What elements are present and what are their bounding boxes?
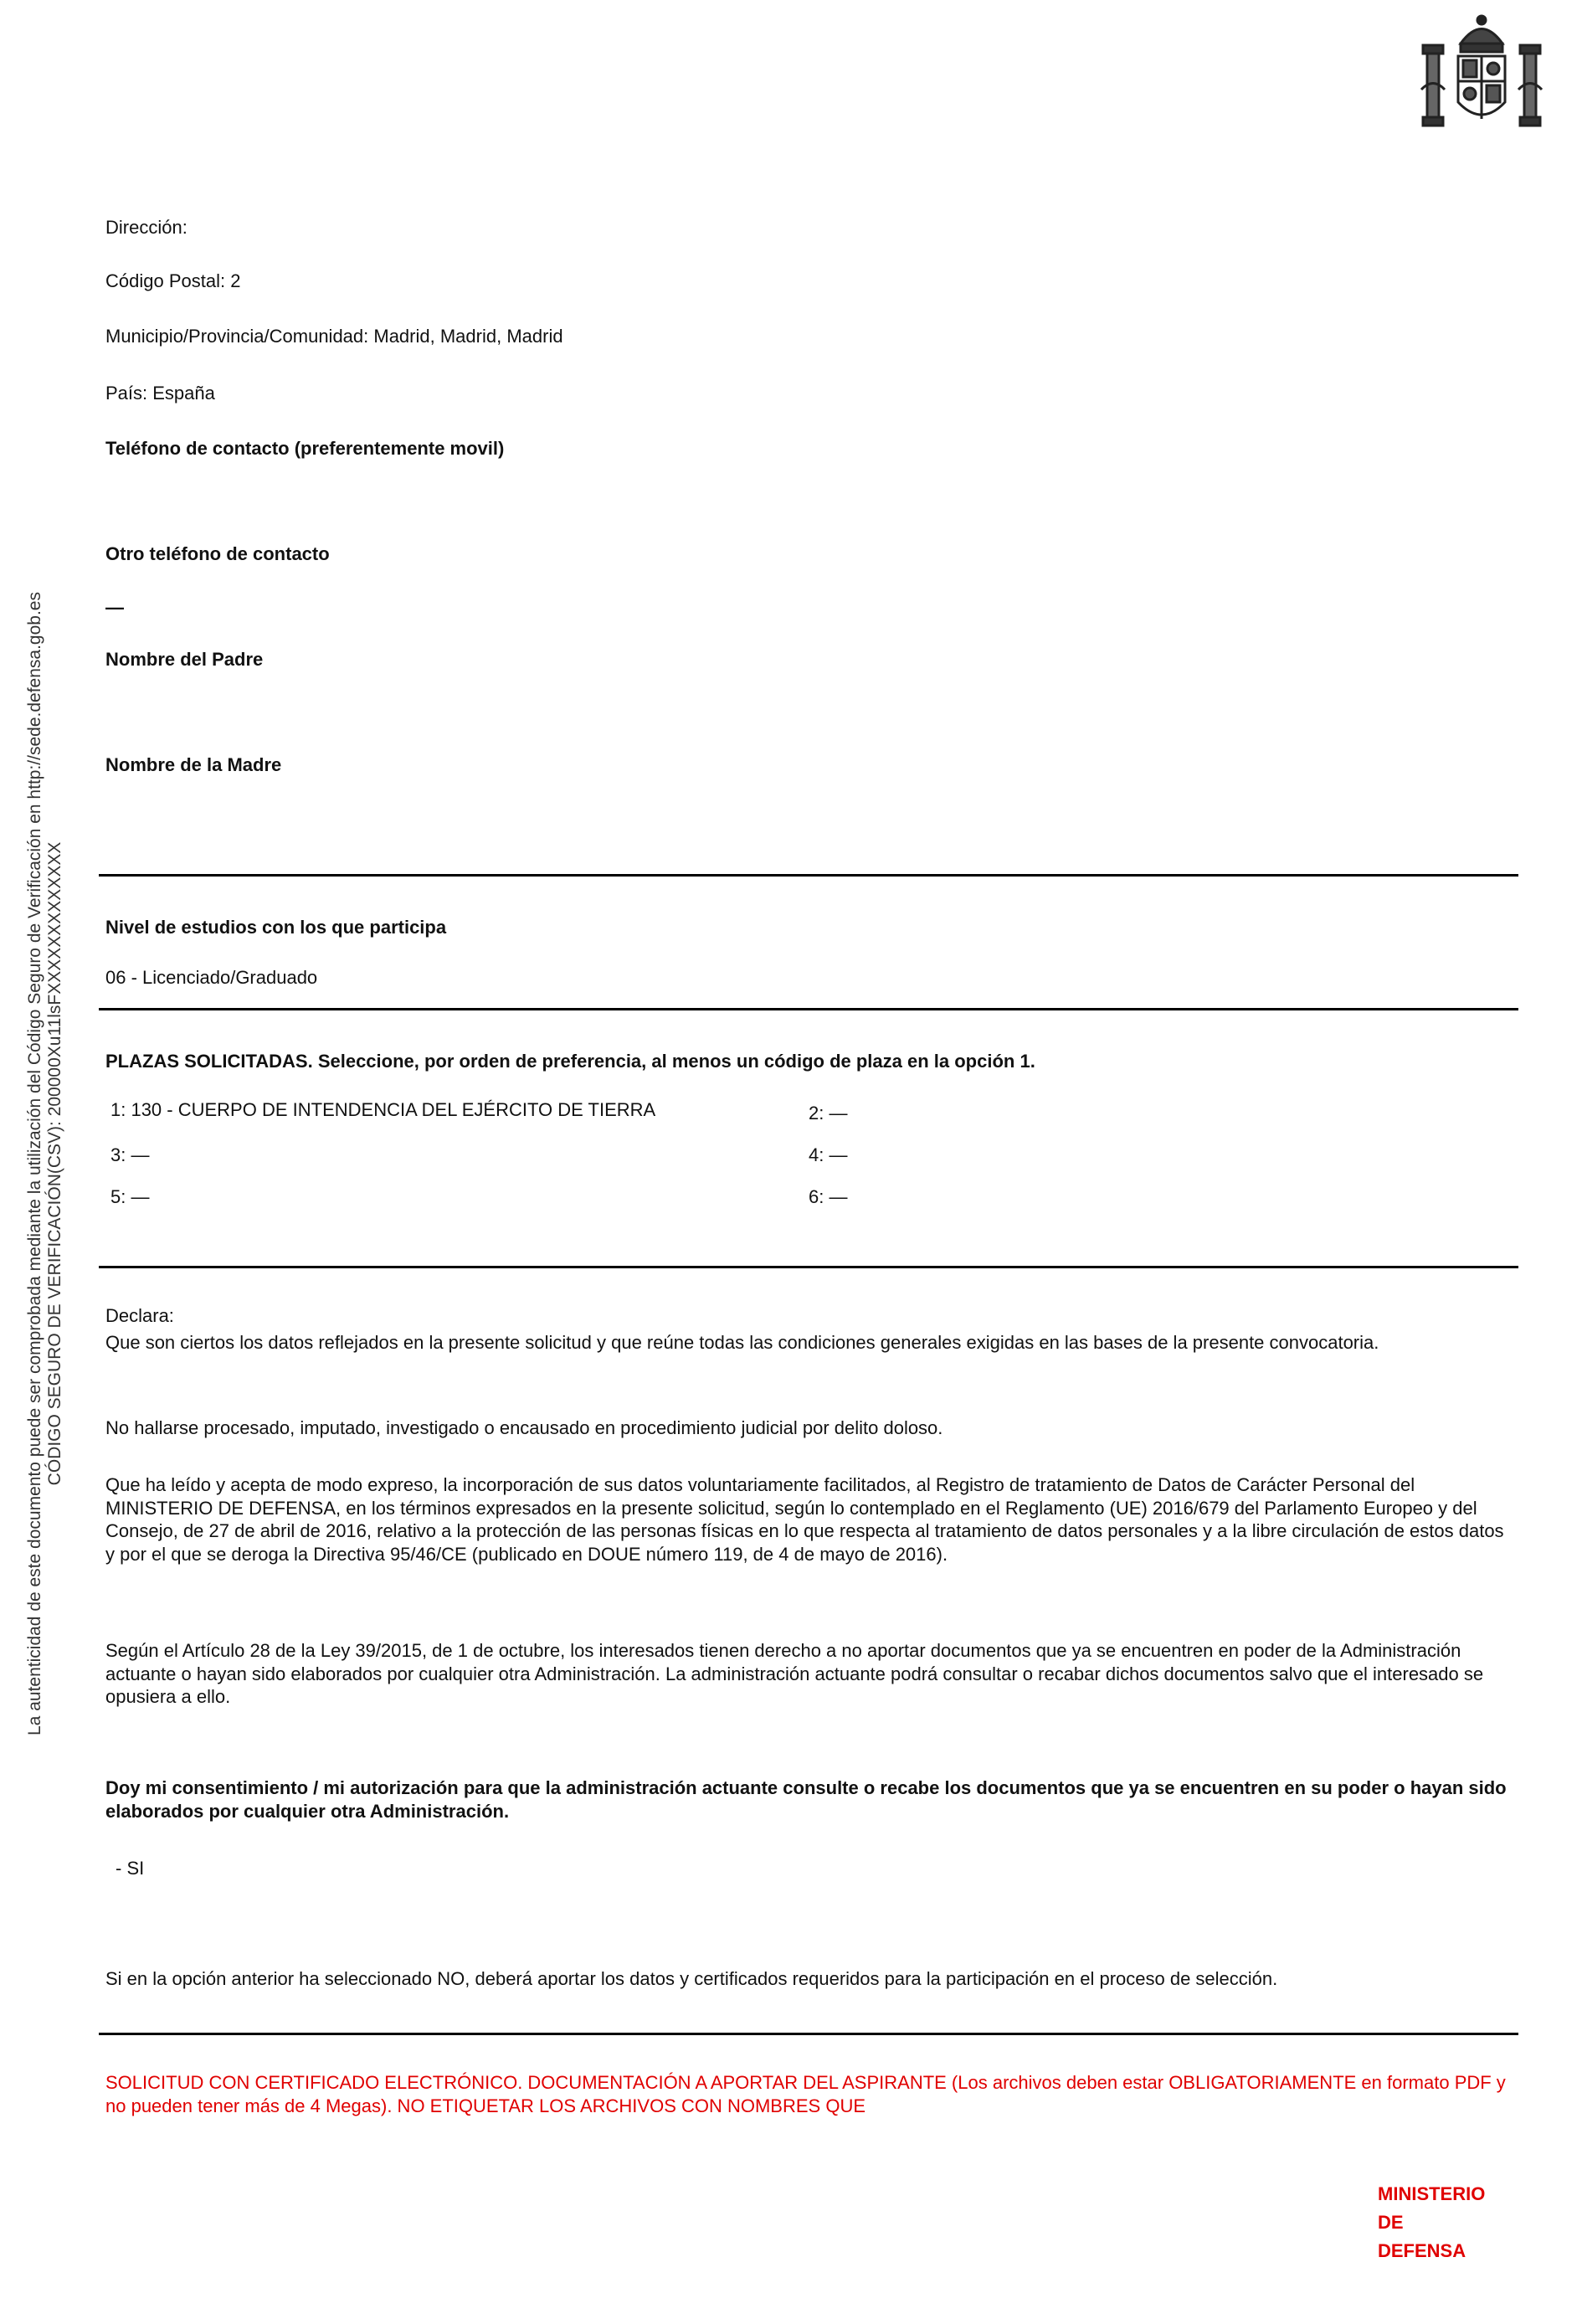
declara-paragraph-2: No hallarse procesado, imputado, investigado o encausado en procedimiento judicial por delito doloso. xyxy=(105,1417,943,1438)
direccion-label: Dirección: xyxy=(105,217,187,238)
plaza-item-1: 1: 130 - CUERPO DE INTENDENCIA DEL EJÉRCITO DE TIERRA xyxy=(110,1099,656,1120)
divider xyxy=(99,1008,1518,1010)
side-note-line1: La autenticidad de este documento puede ser comprobada mediante la utilización del Código Seguro de Verificación en http://sede.defensa.gob.es xyxy=(25,592,44,1735)
declara-paragraph-3: Que ha leído y acepta de modo expreso, la incorporación de sus datos voluntariamente facilitados, al Registro de tratamiento de Datos de Carácter Personal del MINISTERIO DE DEFENSA, en los términos expresados en la presente solicitud, según lo contemplado en el Reglamento (UE) 2016/679 del Parlamento Europeo y del Consejo, de 27 de abril de 2016, relativo a la protección de las personas físicas en lo que respecta al tratamiento de datos personales y a la libre circulación de estos datos y por el que se deroga la Directiva 95/46/CE (publicado en DOUE número 119, de 4 de mayo de 2016). xyxy=(105,1474,1504,1565)
plaza-item-3: 3: — xyxy=(110,1144,150,1165)
plaza-item-2: 2: — xyxy=(809,1103,848,1123)
declara-paragraph-1: Que son ciertos los datos reflejados en la presente solicitud y que reúne todas las condiciones generales exigidas en las bases de la presente convocatoria. xyxy=(105,1332,1379,1353)
codigo-postal: Código Postal: 2 xyxy=(105,270,241,291)
divider xyxy=(99,2033,1518,2035)
consent-note: Si en la opción anterior ha seleccionado NO, deberá aportar los datos y certificados requeridos para la participación en el proceso de selección. xyxy=(105,1968,1278,1989)
plaza-item-4: 4: — xyxy=(809,1144,848,1165)
red-notice: SOLICITUD CON CERTIFICADO ELECTRÓNICO. DOCUMENTACIÓN A APORTAR DEL ASPIRANTE (Los archivos deben estar OBLIGATORIAMENTE en formato PDF y no pueden tener más de 4 Megas). NO ETIQUETAR LOS ARCHIVOS CON NOMBRES QUE xyxy=(105,2072,1506,2116)
ministry-footer xyxy=(1378,2180,1485,2265)
declara-heading: Declara: xyxy=(105,1305,174,1326)
otro-telefono-value: — xyxy=(105,597,124,618)
footer-line1: MINISTERIO xyxy=(1378,2183,1486,2204)
side-verification-note xyxy=(25,285,65,2043)
footer-line3: DEFENSA xyxy=(1378,2240,1466,2261)
divider xyxy=(99,874,1518,877)
madre-label: Nombre de la Madre xyxy=(105,754,282,775)
plaza-item-5: 5: — xyxy=(110,1186,150,1207)
estudios-label: Nivel de estudios con los que participa xyxy=(105,917,447,938)
otro-telefono-label: Otro teléfono de contacto xyxy=(105,543,330,564)
consent-answer: - SI xyxy=(116,1858,145,1879)
plazas-title: PLAZAS SOLICITADAS. Seleccione, por orden de preferencia, al menos un código de plaza en la opción 1. xyxy=(105,1051,1035,1072)
padre-label: Nombre del Padre xyxy=(105,649,264,670)
side-note-line2: CÓDIGO SEGURO DE VERIFICACIÓN(CSV): 200000Xu11lsFXXXXXXXXXXXXX xyxy=(45,841,64,1486)
coat-of-arms-icon xyxy=(1415,10,1549,144)
consent-text: Doy mi consentimiento / mi autorización para que la administración actuante consulte o recabe los documentos que ya se encuentren en su poder o hayan sido elaborados por cualquier otra Administración. xyxy=(105,1777,1507,1822)
divider xyxy=(99,1266,1518,1268)
municipio: Municipio/Provincia/Comunidad: Madrid, Madrid, Madrid xyxy=(105,326,563,347)
telefono-label: Teléfono de contacto (preferentemente movil) xyxy=(105,438,505,459)
plaza-item-6: 6: — xyxy=(809,1186,848,1207)
declara-paragraph-4: Según el Artículo 28 de la Ley 39/2015, de 1 de octubre, los interesados tienen derecho a no aportar documentos que ya se encuentren en poder de la Administración actuante o hayan sido elaborados por cualquier otra Administración. La administración actuante podrá consultar o recabar dichos documentos salvo que el interesado se opusiera a ello. xyxy=(105,1640,1484,1707)
footer-line2: DE xyxy=(1378,2212,1404,2233)
estudios-value: 06 - Licenciado/Graduado xyxy=(105,967,318,988)
pais: País: España xyxy=(105,383,215,404)
